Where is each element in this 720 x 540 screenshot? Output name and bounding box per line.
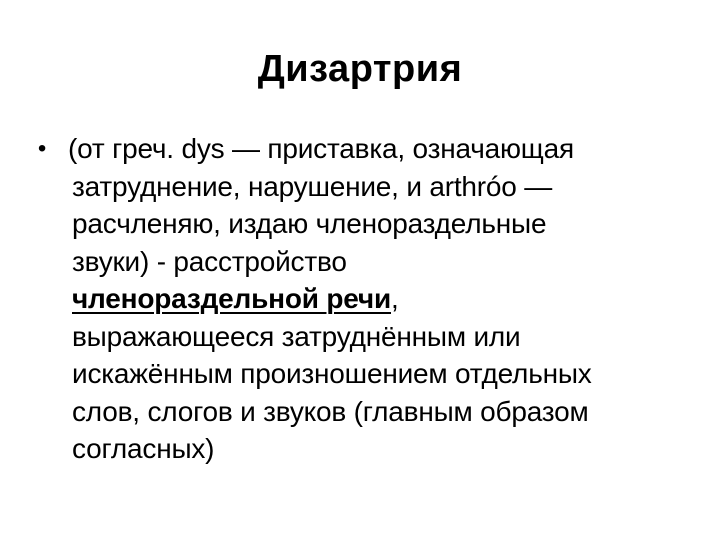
- definition-line-4: звуки) - расстройство: [72, 245, 347, 277]
- definition-line-8: слов, слогов и звуков (главным образом: [72, 395, 589, 427]
- definition-line-9: согласных): [72, 433, 215, 464]
- term-comma: ,: [391, 283, 399, 314]
- definition-line-6: выражающееся затруднённым или: [72, 320, 521, 352]
- definition-line-2: затруднение, нарушение, и arthróo —: [72, 170, 553, 202]
- term-link[interactable]: членораздельной речи: [72, 283, 391, 314]
- slide-title: Дизартрия: [257, 48, 463, 90]
- bullet-list: [32, 130, 712, 468]
- definition-bullet: [32, 130, 712, 468]
- definition-line-5: [72, 280, 712, 318]
- bullet-icon: •: [37, 135, 47, 162]
- definition-line-1: (от греч. dys — приставка, означающая: [68, 133, 574, 164]
- definition-line-7: искажённым произношением отдельных: [72, 358, 592, 389]
- definition-line-3: расчленяю, издаю членораздельные: [72, 208, 547, 239]
